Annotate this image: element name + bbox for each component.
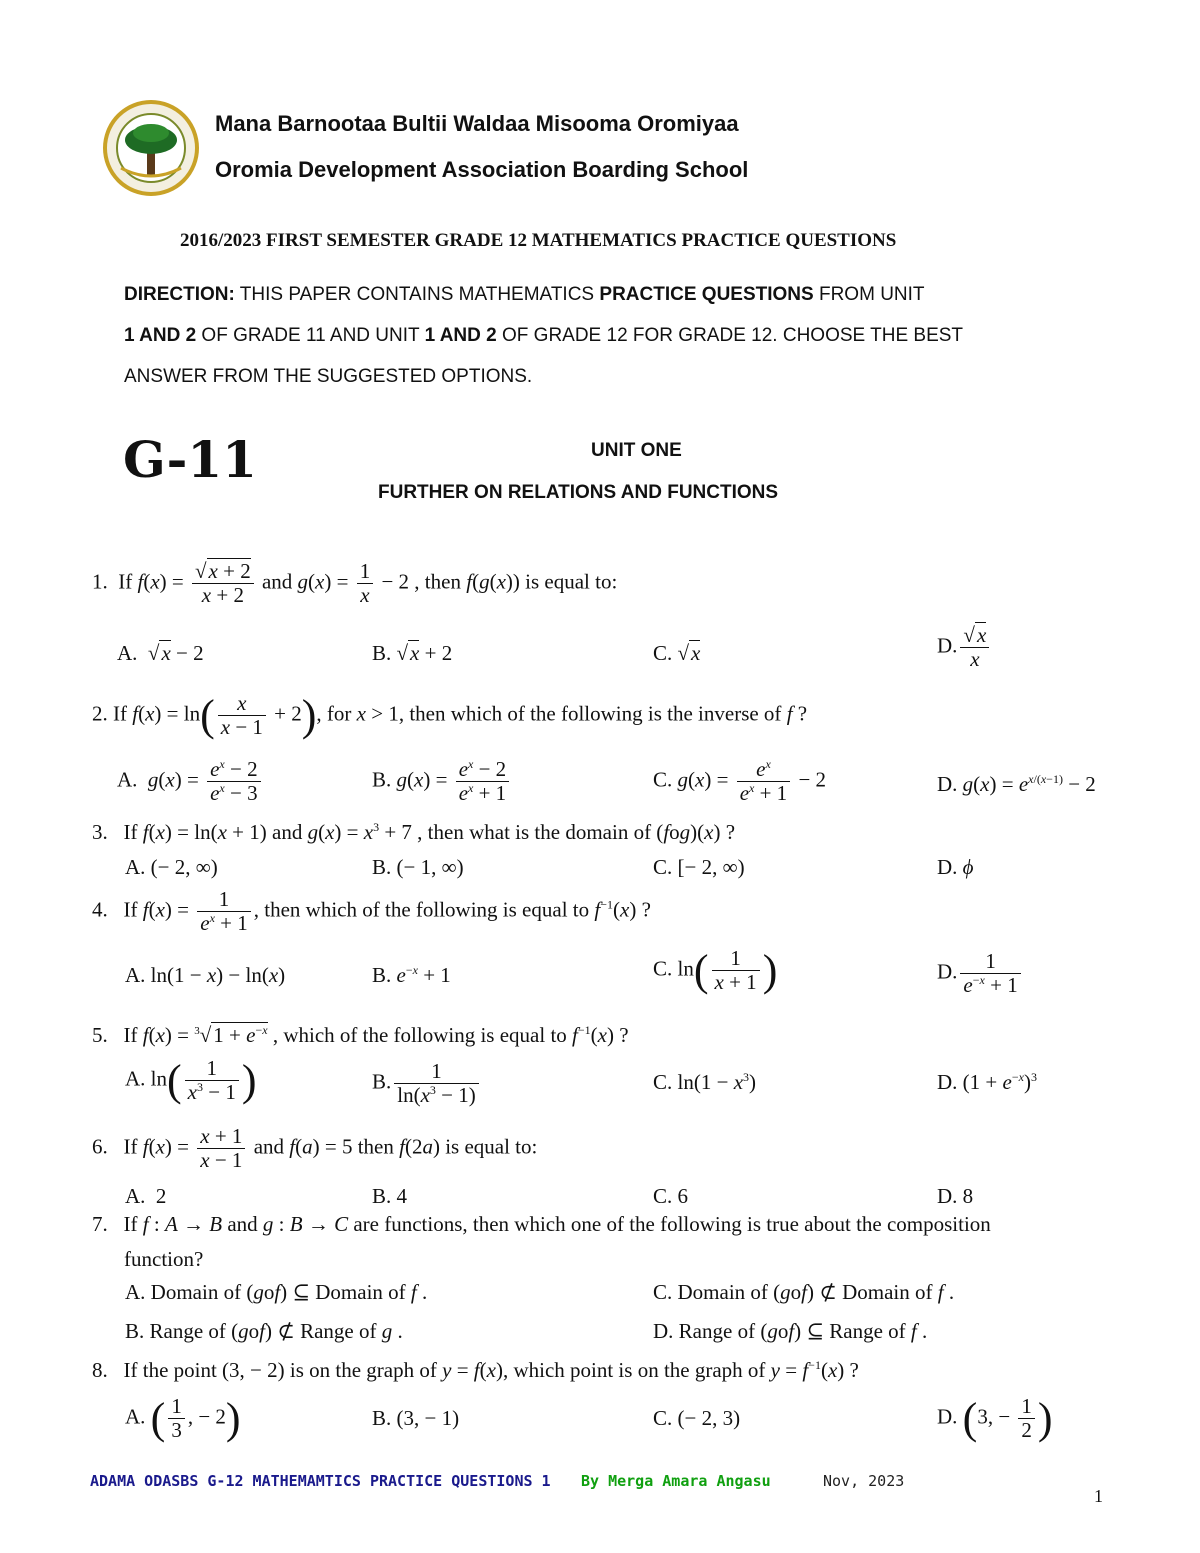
- option-label: B.: [372, 1406, 392, 1430]
- option-label: C.: [653, 1070, 673, 1094]
- option-value: 2: [155, 1184, 167, 1208]
- q6-option-b[interactable]: [372, 1184, 407, 1209]
- option-label: A.: [125, 1280, 146, 1304]
- option-label: C.: [653, 1280, 673, 1304]
- school-name-english: Oromia Development Association Boarding School: [215, 157, 749, 182]
- direction-text: FROM UNIT: [813, 284, 925, 305]
- option-label: A.: [125, 1184, 146, 1208]
- question-7-cont: function?: [124, 1247, 204, 1271]
- unit-title: FURTHER ON RELATIONS AND FUNCTIONS: [378, 482, 779, 503]
- question-number: 1.: [92, 569, 108, 594]
- footer-date: Nov, 2023: [823, 1472, 905, 1490]
- q1-option-a[interactable]: A. √x − 2: [117, 641, 204, 665]
- school-name-oromo: Mana Barnootaa Bultii Waldaa Misooma Oromiyaa: [215, 111, 739, 136]
- school-logo: [103, 100, 199, 196]
- question-number: 8.: [92, 1358, 108, 1382]
- q7-option-a[interactable]: A. Domain of (gof) ⊆ Domain of f .: [125, 1280, 428, 1304]
- q1-option-d[interactable]: D. $\frac{√x}{x}$: [937, 624, 992, 671]
- q7-option-c[interactable]: C. Domain of (gof) ⊄ Domain of f .: [653, 1280, 955, 1304]
- option-label: B.: [372, 963, 392, 987]
- q2-option-c[interactable]: C. g(x) = $\frac{e^x}{e^x + 1}$ − 2: [653, 757, 827, 806]
- q6-option-c[interactable]: [653, 1184, 688, 1209]
- question-8: 8. If the point (3, − 2) is on the graph of y = f(x), which point is on the graph of $y = f^{-1}(x)$ ?: [92, 1358, 859, 1382]
- option-label: B.: [125, 1319, 145, 1343]
- question-number: 2.: [92, 701, 108, 726]
- option-label: C.: [653, 641, 673, 665]
- q2-option-b[interactable]: B. g(x) = $\frac{e^x - 2}{e^x + 1}$: [372, 758, 512, 805]
- q6-option-a[interactable]: [125, 1184, 166, 1209]
- q5-option-d[interactable]: D. $(1 + e^{-x})^3$: [937, 1070, 1037, 1094]
- question-2: 2. If f(x) = ln( $\frac{x}{x - 1}$ + 2), for x > 1, then which of the following is the inverse of f ?: [92, 690, 808, 740]
- option-label: B.: [372, 1069, 392, 1094]
- option-label: D.: [937, 772, 958, 796]
- option-label: D.: [653, 1319, 674, 1343]
- question-1: 1. If f(x) = $\frac{√x + 2}{x + 2}$ and g(x) = $\frac{1}{x}$ − 2 , then f(g(x)) is equal to:: [92, 559, 618, 608]
- question-number: 3.: [92, 820, 108, 844]
- question-number: 6.: [92, 1134, 108, 1159]
- q5-option-a[interactable]: A. ln( $\frac{1}{x^3 - 1}$ ): [125, 1055, 257, 1105]
- q5-option-b[interactable]: B. $\frac{1}{\ln(x^3 - 1)}$: [372, 1060, 482, 1107]
- option-label: D.: [937, 1070, 958, 1094]
- direction-label: DIRECTION:: [124, 284, 235, 305]
- page-number: 1: [1094, 1486, 1103, 1506]
- option-label: C.: [653, 1184, 673, 1208]
- question-5: 5. If $f(x) = ^3√1 + e^{-x}$ , which of the following is equal to $f^{-1}(x)$ ?: [92, 1023, 629, 1047]
- option-label: A.: [125, 963, 146, 987]
- option-label: A.: [125, 1404, 146, 1429]
- option-label: D.: [937, 1404, 958, 1429]
- q4-option-b[interactable]: B. $e^{-x} + 1$: [372, 963, 451, 987]
- direction-text: OF GRADE 11 AND UNIT: [196, 325, 425, 346]
- direction-bold: 1 AND 2: [124, 325, 197, 346]
- option-label: C.: [653, 855, 673, 879]
- question-7: 7. If f : A → B and g : B → C are functions, then which one of the following is true about the composition: [92, 1212, 991, 1236]
- direction-line-2: [124, 325, 963, 347]
- q8-option-d[interactable]: D. (3, − $\frac{1}{2}$ ): [937, 1393, 1053, 1443]
- q8-option-b[interactable]: B. (3, − 1): [372, 1406, 460, 1430]
- question-number: 5.: [92, 1023, 108, 1047]
- footer-author: By Merga Amara Angasu: [581, 1472, 771, 1490]
- q4-option-a[interactable]: A. ln(1 − x) − ln(x): [125, 963, 286, 987]
- option-value: 4: [396, 1184, 408, 1208]
- question-number: 7.: [92, 1212, 108, 1236]
- q6-option-d[interactable]: [937, 1184, 973, 1209]
- option-label: B.: [372, 767, 392, 792]
- direction-bold: PRACTICE QUESTIONS: [599, 284, 814, 305]
- q7-option-d[interactable]: D. Range of (gof) ⊆ Range of f .: [653, 1319, 928, 1343]
- footer-doc-title: ADAMA ODASBS G-12 MATHEMAMTICS PRACTICE QUESTIONS 1: [90, 1472, 551, 1490]
- q2-option-d[interactable]: D. $g(x) = e^{x/(x-1)} - 2$: [937, 772, 1096, 796]
- direction-line-1: [124, 284, 925, 306]
- option-label: C.: [653, 1406, 673, 1430]
- q1-option-b[interactable]: B. √x + 2: [372, 641, 453, 665]
- unit-heading: UNIT ONE: [591, 440, 682, 461]
- direction-text: THIS PAPER CONTAINS MATHEMATICS: [234, 284, 600, 305]
- q3-option-d[interactable]: D. ϕ: [937, 855, 974, 879]
- option-label: C.: [653, 956, 673, 981]
- direction-bold: 1 AND 2: [424, 325, 497, 346]
- option-label: B.: [372, 641, 392, 665]
- direction-line-3: ANSWER FROM THE SUGGESTED OPTIONS.: [124, 366, 533, 387]
- option-label: D.: [937, 959, 958, 984]
- option-label: D.: [937, 1184, 958, 1208]
- q8-option-c[interactable]: C. (− 2, 3): [653, 1406, 741, 1430]
- option-label: B.: [372, 855, 392, 879]
- q8-option-a[interactable]: A. ( $\frac{1}{3}$ , − 2): [125, 1393, 241, 1443]
- direction-text: OF GRADE 12 FOR GRADE 12. CHOOSE THE BEST: [496, 325, 964, 346]
- q2-option-a[interactable]: A. g(x) = $\frac{e^x - 2}{e^x - 3}$: [117, 758, 264, 805]
- question-3: 3. If f(x) = ln(x + 1) and $g(x) = x^3 + 7$ , then what is the domain of (fog)(x) ?: [92, 820, 736, 844]
- option-label: A.: [125, 1066, 146, 1091]
- option-label: A.: [125, 855, 146, 879]
- question-number: 4.: [92, 897, 108, 922]
- option-label: C.: [653, 767, 673, 792]
- question-6: 6. If f(x) = $\frac{x + 1}{x - 1}$ and f(a) = 5 then f(2a) is equal to:: [92, 1124, 538, 1173]
- q3-option-a[interactable]: A. (− 2, ∞): [125, 855, 218, 879]
- grade-heading: G-11: [123, 430, 257, 489]
- option-label: D.: [937, 855, 958, 879]
- option-label: B.: [372, 1184, 392, 1208]
- option-label: A.: [117, 641, 138, 665]
- question-4: 4. If f(x) = $\frac{1}{e^x + 1}$ , then which of the following is equal to $f^{-1}(x)$ ?: [92, 887, 651, 936]
- q5-option-c[interactable]: C. $\ln(1 - x^3)$: [653, 1070, 757, 1094]
- q7-option-b[interactable]: B. Range of (gof) ⊄ Range of g .: [125, 1319, 403, 1343]
- q3-option-b[interactable]: B. (− 1, ∞): [372, 855, 464, 879]
- page-title: 2016/2023 FIRST SEMESTER GRADE 12 MATHEMATICS PRACTICE QUESTIONS: [180, 230, 897, 251]
- option-value: 6: [677, 1184, 689, 1208]
- option-value: 8: [962, 1184, 974, 1208]
- q4-option-d[interactable]: D. $\frac{1}{e^{-x} + 1}$: [937, 950, 1024, 997]
- logo-emblem-icon: [103, 100, 199, 196]
- option-label: D.: [937, 633, 958, 658]
- q1-option-c[interactable]: C. √x: [653, 641, 701, 665]
- q4-option-c[interactable]: C. ln( $\frac{1}{x + 1}$ ): [653, 945, 778, 995]
- q3-option-c[interactable]: C. [− 2, ∞): [653, 855, 745, 879]
- option-label: A.: [117, 767, 138, 792]
